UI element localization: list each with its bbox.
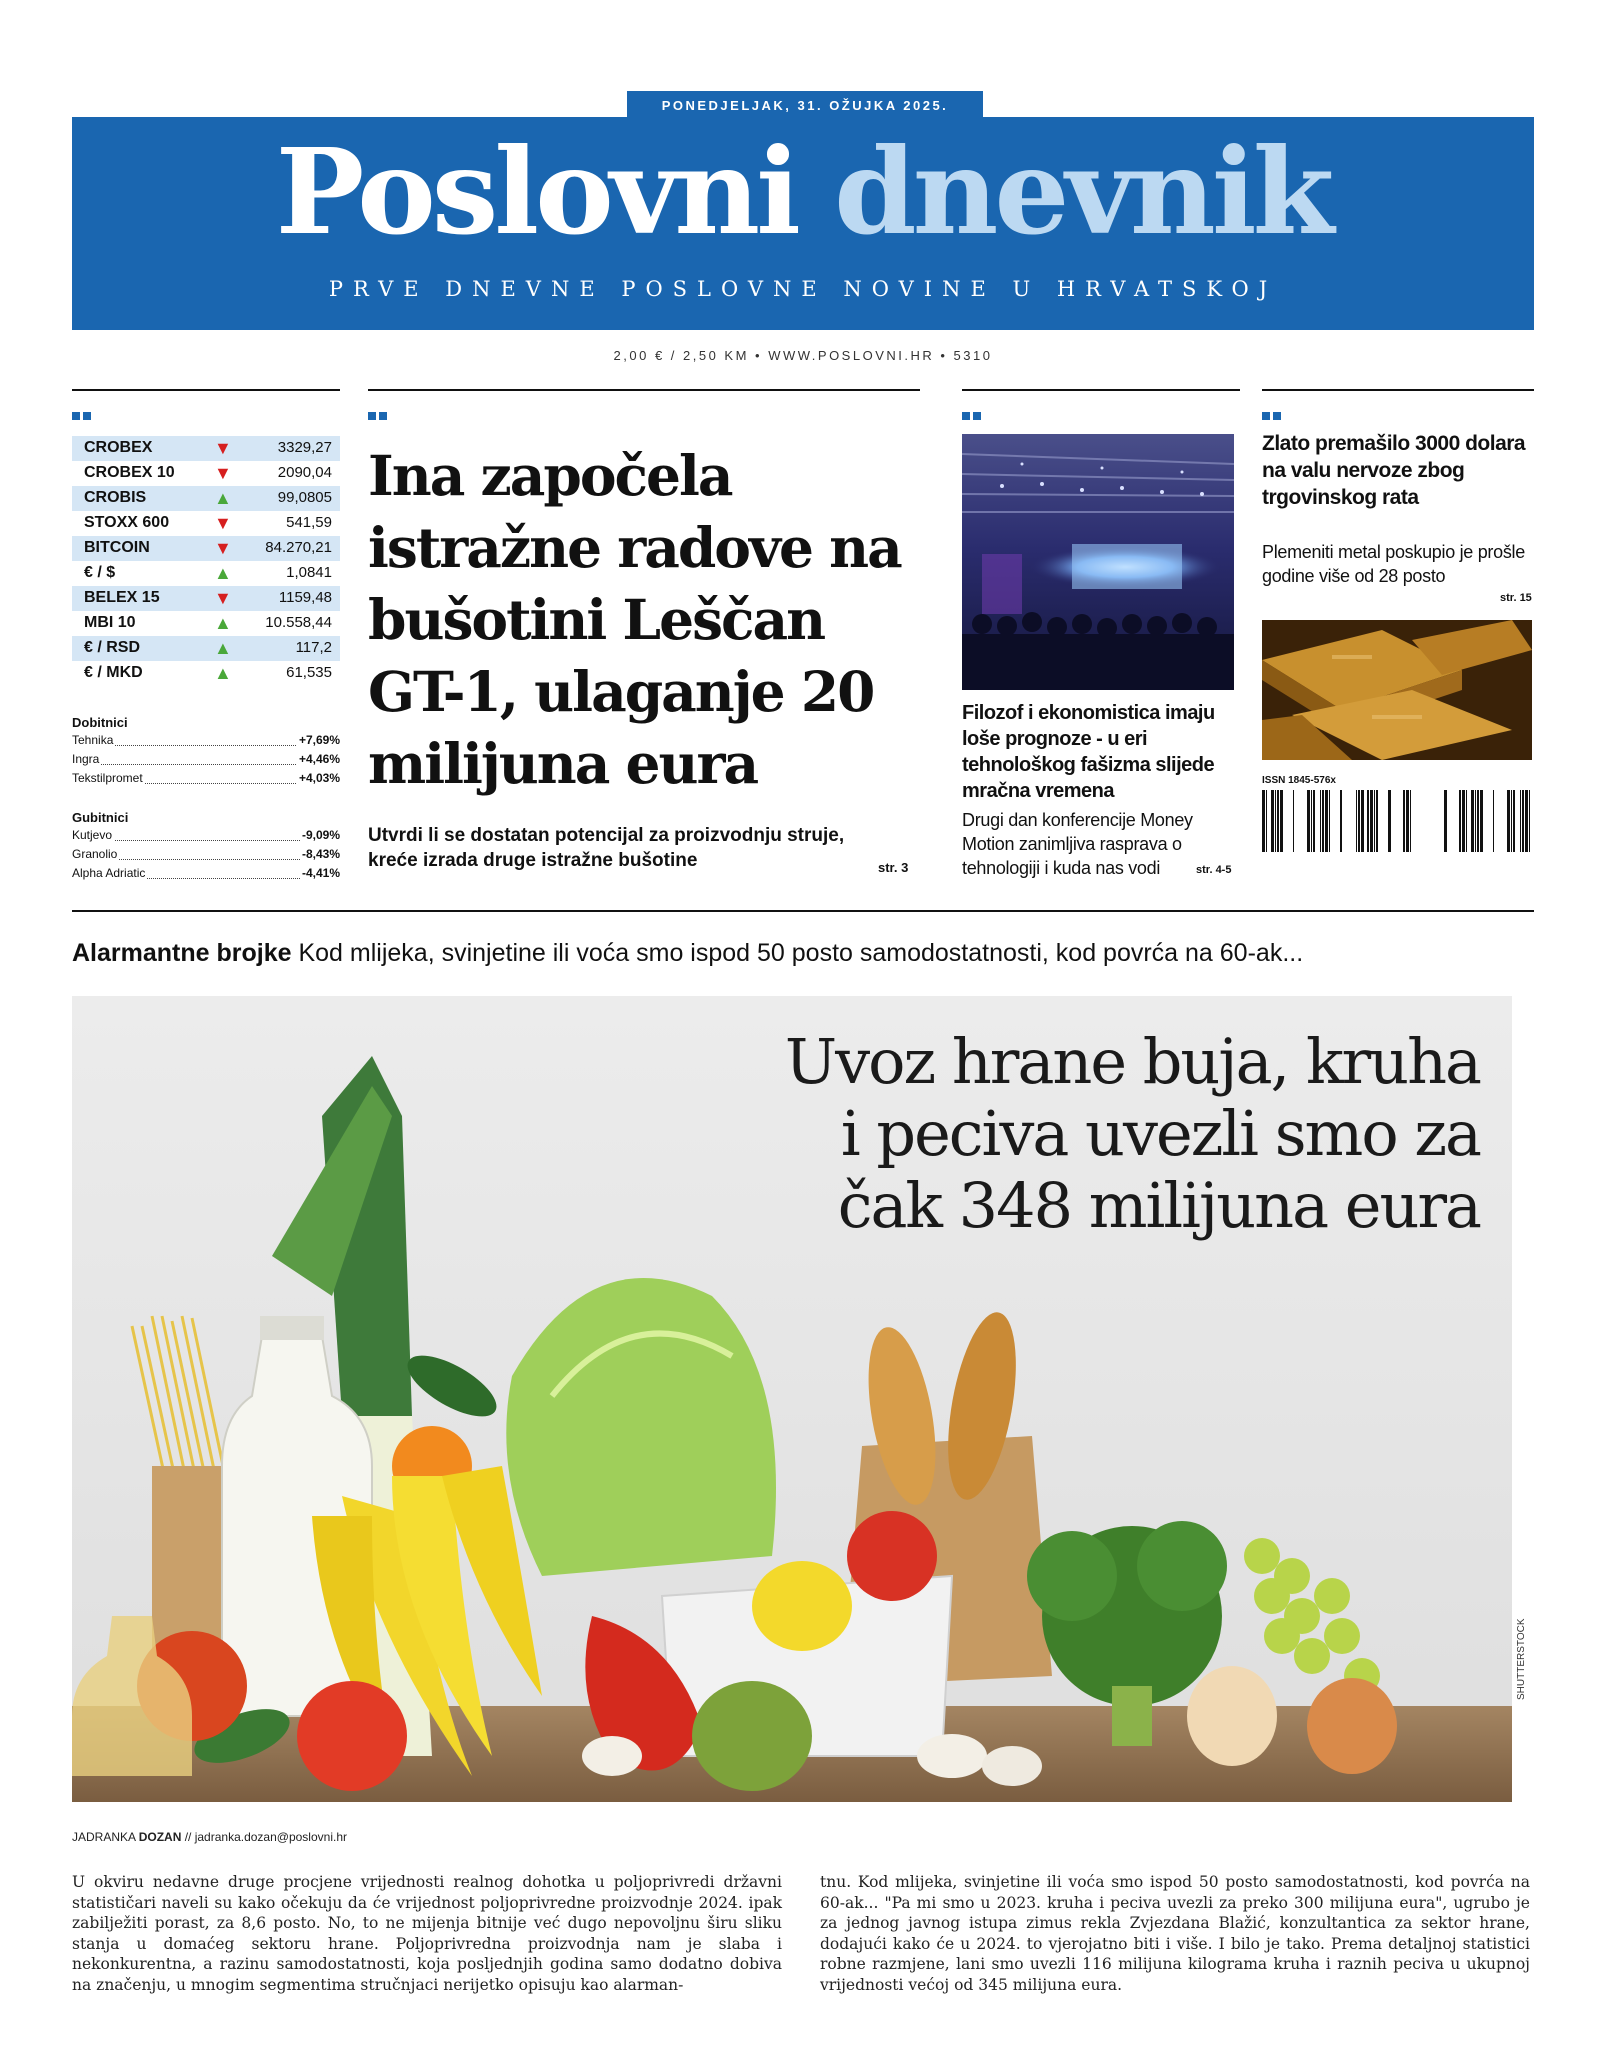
arrow-down-icon: ▼ [214,463,232,483]
alarm-text: Kod mlijeka, svinjetine ili voća smo ispod 50 posto samodostatnosti, kod povrća na 60-ak... [298,939,1304,967]
market-row [72,436,340,461]
arrow-down-icon: ▼ [214,588,232,608]
gainers-heading: Dobitnici [72,715,128,730]
byline [72,1830,347,1844]
market-index-name: CROBEX 10 [84,464,175,481]
market-index-value: 10.558,44 [265,614,332,631]
market-row [72,461,340,486]
lead-page-ref: str. 3 [878,860,909,875]
mover-row [72,828,340,846]
mover-name: Tekstilpromet [72,771,143,785]
gold-subheadline: Plemeniti metal poskupio je prošle godine više od 28 posto [1262,542,1525,586]
conference-subheadline: Drugi dan konferencije Money Motion zanimljiva rasprava o tehnologiji i kuda nas vodi [962,810,1193,878]
market-row [72,636,340,661]
market-index-value: 541,59 [286,514,332,531]
barcode-addon-icon [1444,790,1534,860]
lead-headline[interactable]: Ina započela istražne radove na bušotini Leščan GT-1, ulaganje 20 milijuna eura [368,443,901,796]
author-last: DOZAN [138,1830,182,1844]
market-row [72,511,340,536]
main-headline[interactable]: Uvoz hrane buja, kruha i peciva uvezli smo za čak 348 milijuna eura [784,1025,1480,1242]
conference-headline[interactable]: Filozof i ekonomistica imaju loše prognoze - u eri tehnološkog fašizma slijede mračna vremena [962,702,1215,802]
market-index-value: 99,0805 [277,489,332,506]
author-email[interactable]: // jadranka.dozan@poslovni.hr [184,1830,347,1844]
logo-word-1: Poslovni [275,122,797,261]
alarm-line [72,937,1534,969]
mover-value: -4,41% [301,866,340,880]
market-row [72,611,340,636]
market-index-value: 3329,27 [277,439,332,456]
market-index-name: BITCOIN [84,539,150,556]
mover-value: +7,69% [298,733,340,747]
article-column-1: U okviru nedavne druge procjene vrijednosti realnog dohotka u poljoprivredi državni statističari naveli su kako očekuju da će vrijednost poljoprivredne proizvodnje 2024. ipak zabilježiti porast, za 8,6 posto. No, to ne mijenja bitnije već dugo nepovoljnu širu sliku stanja u domaćeg sektoru hrane. Poljoprivredna proizvodnja nam je slaba i nekonkurentna, a razinu samodostatnosti, koja posljednjih godina samo dodatno dobiva na značenju, u mnogim segmentima stručnjaci nerijetko opisuju kao alarman- [72,1873,782,1994]
mover-row [72,733,340,751]
lead-subheadline: Utvrdi li se dostatan potencijal za proizvodnju struje, kreće izrada druge istražne bušotine [368,825,845,871]
mover-value: +4,46% [298,752,340,766]
market-index-name: € / MKD [84,664,143,681]
arrow-down-icon: ▼ [214,438,232,458]
market-index-value: 1159,48 [278,589,332,606]
issn: ISSN 1845-576x [1262,775,1336,786]
mover-row [72,847,340,865]
market-row [72,661,340,686]
alarm-kicker: Alarmantne brojke [72,939,292,967]
arrow-up-icon: ▲ [214,488,232,508]
mover-value: +4,03% [298,771,340,785]
rule-gold [1262,389,1534,391]
tagline: PRVE DNEVNE POSLOVNE NOVINE U HRVATSKOJ [328,277,1278,301]
market-index-value: 2090,04 [277,464,332,481]
mover-name: Tehnika [72,733,114,747]
mover-name: Kutjevo [72,828,113,842]
gold-photo[interactable] [1262,620,1532,760]
section-marker-icon [1262,412,1282,420]
photo-credit: SHUTTERSTOCK [1516,1618,1527,1700]
market-row [72,586,340,611]
price-line: 2,00 € / 2,50 KM • WWW.POSLOVNI.HR • 5310 [613,348,993,363]
conference-page-ref: str. 4-5 [1196,864,1232,876]
mover-name: Granolio [72,847,118,861]
gold-headline[interactable]: Zlato premašilo 3000 dolara na valu nervoze zbog trgovinskog rata [1262,432,1526,509]
rule-lead [368,389,920,391]
arrow-up-icon: ▲ [214,663,232,683]
market-row [72,486,340,511]
mover-row [72,771,340,789]
section-marker-icon [368,412,388,420]
mover-row [72,752,340,770]
gold-page-ref: str. 15 [1500,592,1532,604]
market-index-name: € / $ [84,564,116,581]
mover-value: -8,43% [301,847,340,861]
arrow-down-icon: ▼ [214,538,232,558]
market-index-name: MBI 10 [84,614,136,631]
market-index-name: STOXX 600 [84,514,170,531]
market-row [72,561,340,586]
market-row [72,536,340,561]
rule-top-stories [72,910,1534,912]
mover-name: Alpha Adriatic [72,866,146,880]
issue-date: PONEDJELJAK, 31. OŽUJKA 2025. [627,91,983,121]
section-marker-icon [962,412,982,420]
author-first: JADRANKA [72,1830,136,1844]
market-index-name: CROBEX [84,439,153,456]
market-index-name: € / RSD [84,639,141,656]
barcode-icon [1262,790,1412,860]
article-column-2: tnu. Kod mlijeka, svinjetine ili voća smo ispod 50 posto samodostatnosti, kod povrća na 60-ak... "Pa mi smo u 2023. kruha i peciva uvezli za preko 300 milijuna eura", ugrubo je za jednog javnog istupa zimus rekla Zvjezdana Blažić, konzultantica za sektor hrane, dodajući kako će u 2024. to vjerojatno biti i više. I bilo je tako. Prema detaljnoj statistici robne razmjene, lani smo uvezli 116 milijuna kilograma kruha i raznih peciva u ukupnoj vrijednosti većoj od 345 milijuna eura. [820,1873,1530,1994]
conference-photo[interactable] [962,434,1234,690]
market-index-name: CROBIS [84,489,147,506]
masthead [72,117,1534,330]
mover-name: Ingra [72,752,100,766]
rule-conference [962,389,1240,391]
arrow-down-icon: ▼ [214,513,232,533]
rule-market [72,389,340,391]
market-index-value: 117,2 [295,639,332,656]
market-index-value: 61,535 [286,664,332,681]
logo[interactable] [72,122,1534,261]
market-index-value: 84.270,21 [265,539,332,556]
market-index-name: BELEX 15 [84,589,160,606]
market-index-value: 1,0841 [286,564,332,581]
mover-row [72,866,340,884]
section-marker-icon [72,412,92,420]
arrow-up-icon: ▲ [214,638,232,658]
mover-value: -9,09% [301,828,340,842]
losers-heading: Gubitnici [72,810,129,825]
arrow-up-icon: ▲ [214,613,232,633]
arrow-up-icon: ▲ [214,563,232,583]
logo-word-2: dnevnik [834,122,1331,261]
